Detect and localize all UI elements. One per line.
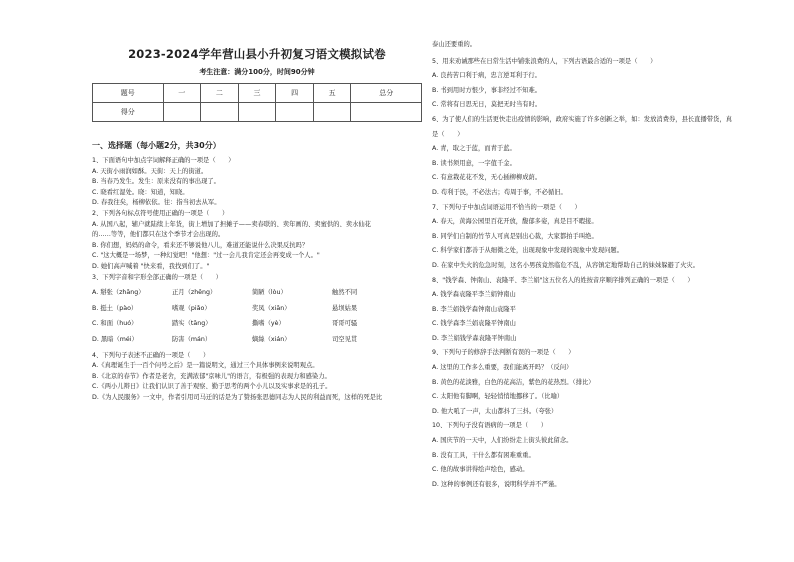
text-line: A. 青，取之于蓝，而青于蓝。 <box>432 145 516 153</box>
left-questions <box>92 156 422 403</box>
text-line: 2、下列各句标点符号使用正确的一项是（ ） <box>92 209 229 217</box>
pinyin-cell: 司空见贯 <box>332 335 358 343</box>
text-line: C. 太阳他有脚啊，轻轻悄悄地挪移了。（比喻） <box>432 393 564 401</box>
text-line: B. 读书须用意，一字值千金。 <box>432 159 516 167</box>
score-cell <box>238 103 276 122</box>
score-cell <box>313 103 351 122</box>
pinyin-cell: 简陋（lòu） <box>252 289 287 297</box>
text-line: B. 书到用时方恨少，事非经过不知难。 <box>432 86 542 94</box>
text-line: D. 在家中失火的危急时刻，这名小男孩竟然临危不乱，从容镇定地帮助自己的妹妹躲避了火灾。 <box>432 261 700 269</box>
score-table-header-row <box>93 84 422 103</box>
text-line: 泰山还要重的。 <box>432 41 477 48</box>
score-table-score-row <box>93 103 422 122</box>
pinyin-option-row <box>92 335 422 346</box>
text-line: D. 李兰娟钱学森袁隆平钟南山 <box>432 334 517 342</box>
pinyin-option-row <box>92 288 422 299</box>
text-line: D.《为人民服务》一文中，作者引用司马迁的话是为了赞扬张思德同志为人民的利益而死，这样的死是比 <box>92 393 383 401</box>
exam-note: 考生注意：满分100分，时间90分钟 <box>199 68 315 76</box>
text-line: 9、下列句子的修辞手法判断有误的一项是（ ） <box>432 349 575 357</box>
text-line: 4、下列句子表述不正确的一项是（ ） <box>92 351 210 359</box>
text-line: 5、用来劝诫那些在日常生活中铺张浪费的人，下列古语最合适的一项是（ ） <box>432 57 657 65</box>
score-cell <box>163 103 201 122</box>
text-line: C.《两小儿辩日》让我们认识了善于观察、勤于思考的两个小儿以及实事求是的孔子。 <box>92 383 332 391</box>
text-line: D. 苟利于民，不必法古；苟周于事，不必循旧。 <box>432 188 567 196</box>
pinyin-option-row <box>92 304 422 315</box>
pinyin-cell: A. 掰张（zhāng） <box>92 289 145 297</box>
left-column <box>92 40 422 403</box>
text-line: A. 春天，黄海公园里百花开放，馥郁多姿，真是目不暇接。 <box>432 218 598 226</box>
pinyin-cell: B. 挺土（pào） <box>92 304 138 312</box>
pinyin-cell: 触然不同 <box>332 289 358 297</box>
score-cell: 三 <box>238 84 276 103</box>
text-line: 是（ ） <box>432 130 464 138</box>
text-line: B. 李兰娟钱学森钟南山袁隆平 <box>432 305 516 313</box>
pinyin-cell: 哥哥可骚 <box>332 320 358 328</box>
text-line: D. 这种的事例还有很多，说明科学并不严谨。 <box>432 480 561 488</box>
pinyin-cell: 防害（mán） <box>172 335 212 343</box>
text-line: 3、下列字音和字形全部正确的一项是（ ） <box>92 273 222 281</box>
score-cell: 四 <box>276 84 314 103</box>
text-line: 7、下列句子中加点词语运用不恰当的一项是（ ） <box>432 203 581 211</box>
pinyin-cell: 撕嗜（yè） <box>252 320 285 328</box>
score-cell: 得分 <box>93 103 164 122</box>
pinyin-cell: D. 黑暗（méi） <box>92 335 138 343</box>
score-cell: 一 <box>163 84 201 103</box>
score-cell: 总分 <box>351 84 422 103</box>
text-line: C. "这大概是一场梦，一种幻觉吧！"他想："过一会儿我肯定还会再变成一个人。" <box>92 252 320 260</box>
text-line: A. 天街小雨润如酥。天街：天上的街道。 <box>92 167 208 175</box>
question-4-block <box>92 351 422 404</box>
text-line: B.《北京的春节》作者是老舍，充满浓郁"京味儿"的语言，有极强的表现力和感染力。 <box>92 372 331 380</box>
score-cell <box>201 103 239 122</box>
text-line: B. 同学们自制的竹节人可真是别出心裁，大家都拍手叫绝。 <box>432 232 598 240</box>
text-line: A. 这里的工作多么重要，我们能离开吗？（反问） <box>432 364 573 372</box>
pinyin-cell: 踏实（tāng） <box>172 320 212 328</box>
text-line: C. 常将有日思无日，莫把无时当有时。 <box>432 101 542 109</box>
pinyin-cell: 悬坝姑果 <box>332 304 358 312</box>
text-line: A. 国庆节的一天中，人们纷纷走上街头彼此留念。 <box>432 437 573 445</box>
text-line: B. 当春乃发生。发生：原来没有的事出现了。 <box>92 178 220 186</box>
text-line: 10、下列句子没有语病的一项是（ ） <box>432 422 548 430</box>
text-line: B. 你们想，妈妈的命令，看来还不够说他八儿，难道还能说什么决果反抗吗？ <box>92 241 309 249</box>
page-title: 2023-2024学年营山县小升初复习语文模拟试卷 <box>128 47 386 61</box>
pinyin-cell: C. 和面（huó） <box>92 320 138 328</box>
text-line: 6、为了使人们的生活更快走出疫情的影响，政府实施了许多创新之举，如：发放消费券，县长直播带货，真 <box>432 115 732 123</box>
text-line: A. 从国八起，辅户就陆续上年货，街上增加了担摊子——卖春联的、卖年画的、卖蜜供的、卖水仙花 <box>92 220 371 228</box>
text-line: B. 没有工具，干什么都有困难重重。 <box>432 451 535 459</box>
score-table <box>92 83 422 122</box>
pinyin-cell: 正月（zhēng） <box>172 289 217 297</box>
score-cell: 题号 <box>93 84 164 103</box>
text-line: A. 钱学森袁隆平李兰娟钟南山 <box>432 291 516 299</box>
pinyin-option-row <box>92 319 422 330</box>
text-line: C. 他的故事讲得绘声绘色，感动。 <box>432 466 529 474</box>
pinyin-cell: 嗜观（piǎo） <box>172 304 211 312</box>
pinyin-cell: 嫡絲（xián） <box>252 335 291 343</box>
text-line: C. 有意栽花花不发，无心插柳柳成荫。 <box>432 174 542 182</box>
score-cell: 二 <box>201 84 239 103</box>
text-line: A.《真理诞生于一百个问号之后》是一篇说明文，通过三个具体事例来说明观点。 <box>92 362 319 370</box>
text-line: A. 良药苦口利于病，忠言逆耳利于行。 <box>432 72 541 80</box>
pinyin-cell: 奖凤（xiān） <box>252 304 291 312</box>
text-line: B. 黄色的花淡雅，白色的花高洁，紫色的花热烈。（排比） <box>432 378 595 386</box>
score-cell <box>351 103 422 122</box>
text-line: 的……等等，他们都只在这个季节才会出现的。 <box>92 231 225 239</box>
section-heading: 一、选择题（每小题2分，共30分） <box>92 141 221 150</box>
text-line: C. 钱学森李兰娟袁隆平钟南山 <box>432 320 516 328</box>
text-line: C. 晓看红湿处。晓：知道，知晓。 <box>92 188 189 196</box>
score-cell: 五 <box>313 84 351 103</box>
score-cell <box>276 103 314 122</box>
text-line: D. 她们高声喊着 "快来看，我找到们了。" <box>92 262 210 270</box>
text-line: D. 春我往矣，杨柳依依。往：指当初去从军。 <box>92 199 221 207</box>
text-line: C. 科学家们都善于从细微之处，出现现象中发现的现象中发现问题。 <box>432 247 624 255</box>
right-column <box>432 40 772 490</box>
text-line: 8、"钱学森、钟南山、袁隆平、李兰娟"这五位名人的姓按音序顺序排列正确的一项是（ ） <box>432 276 694 284</box>
text-line: 1、下面语句中加点字词解释正确的一项是（ ） <box>92 157 235 164</box>
text-line: D. 他大吼了一声，太山都抖了三抖。（夸张） <box>432 407 558 415</box>
